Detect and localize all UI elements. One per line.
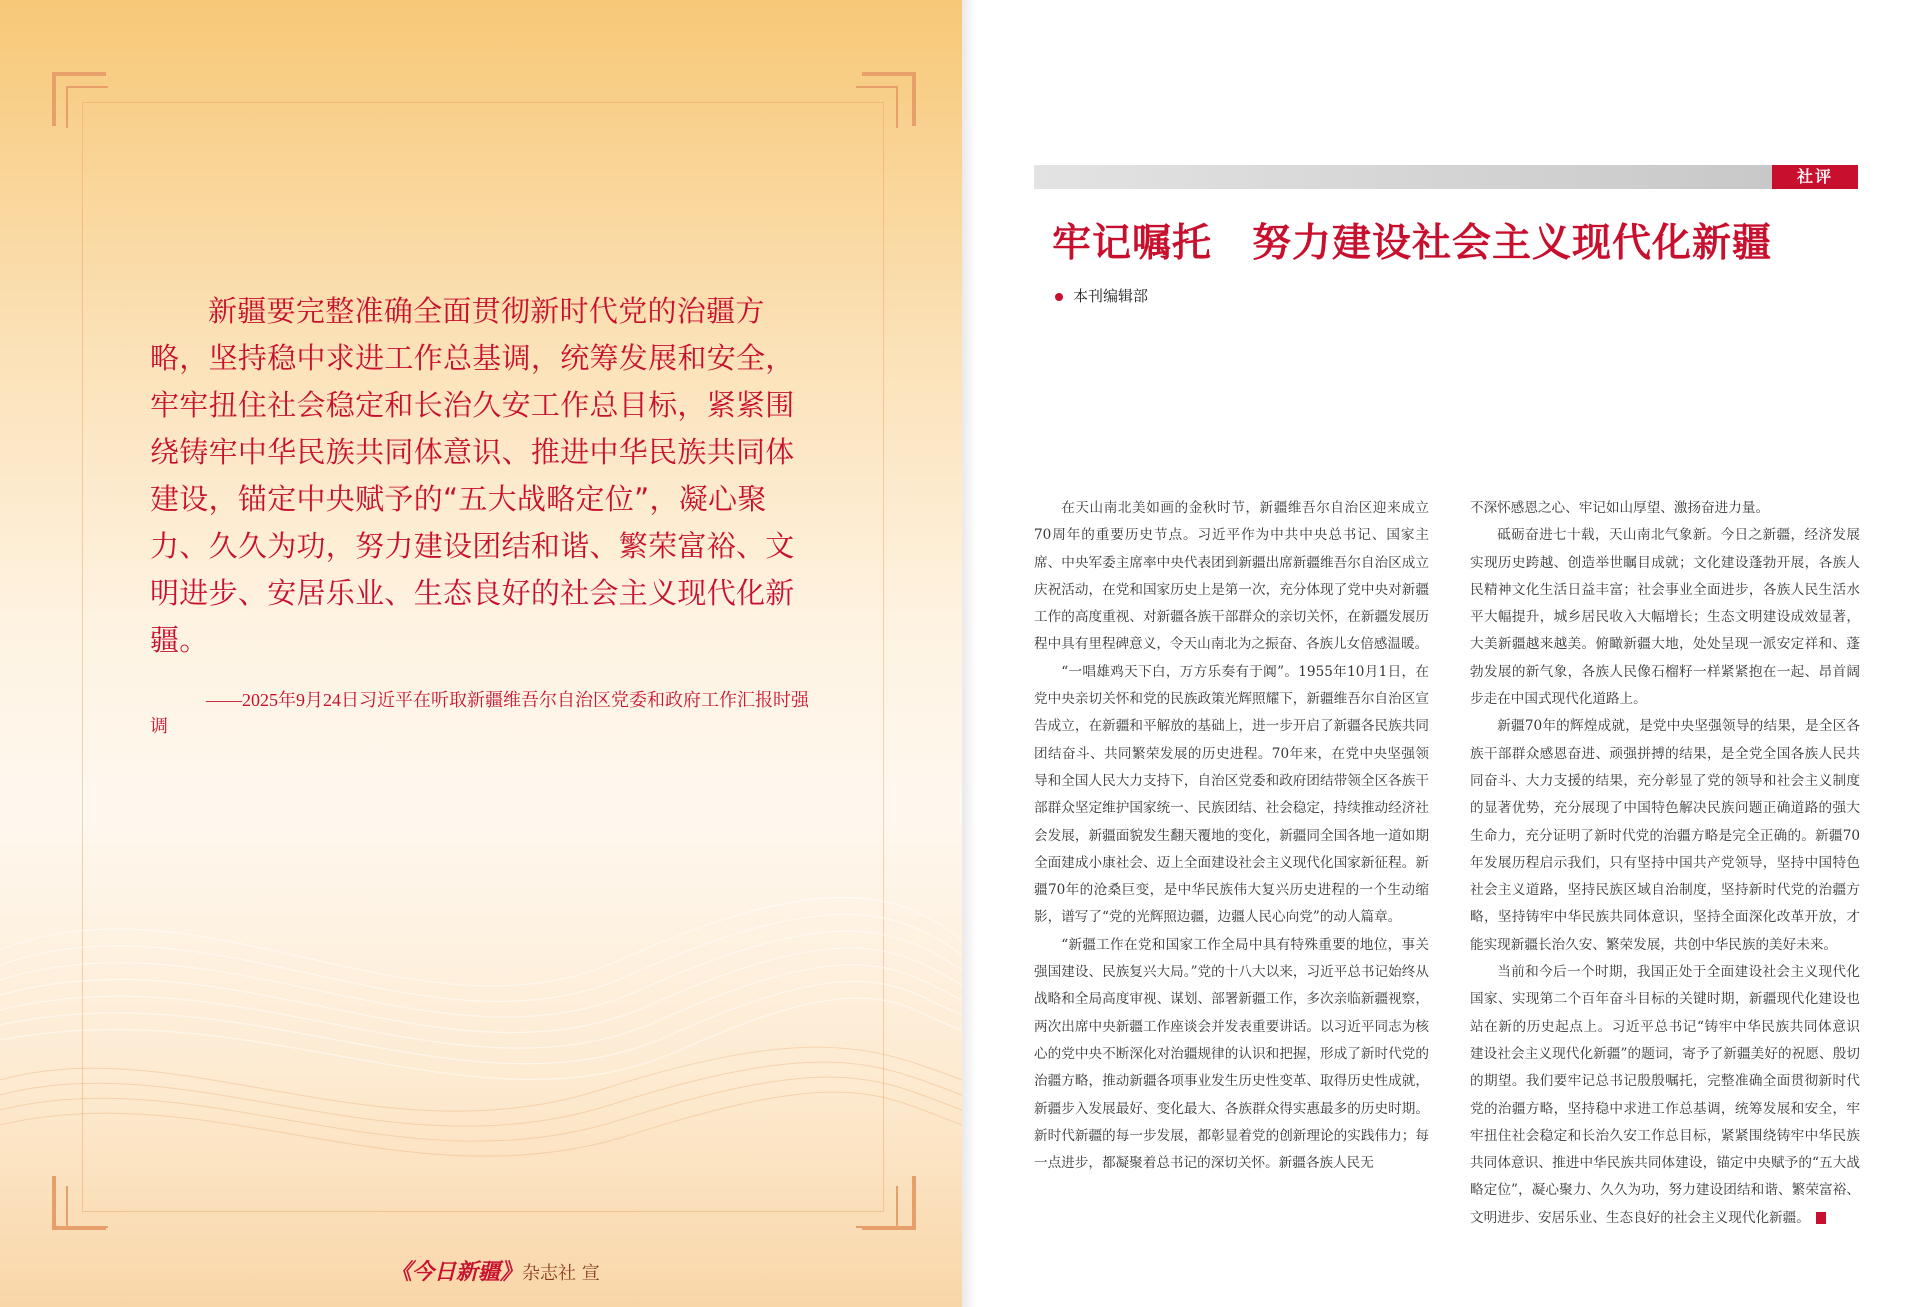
publisher-text: 杂志社 宣 bbox=[522, 1263, 600, 1284]
article-column-left bbox=[1034, 495, 1429, 1177]
end-mark-icon bbox=[1816, 1212, 1826, 1224]
paragraph: 砥砺奋进七十载，天山南北气象新。今日之新疆，经济发展实现历史跨越、创造举世瞩目成就；文化建设蓬勃开展，各族人民精神文化生活日益丰富；社会事业全面进步，各族人民生活水平大幅提升，城乡居民收入大幅增长；生态文明建设成效显著，大美新疆越来越美。俯瞰新疆大地，处处呈现一派安定祥和、蓬勃发展的新气象，各族人民像石榴籽一样紧紧抱在一起、昂首阔步走在中国式现代化道路上。 bbox=[1470, 527, 1860, 708]
byline bbox=[1055, 285, 1148, 306]
paragraph: “新疆工作在党和国家工作全局中具有特殊重要的地位，事关强国建设、民族复兴大局。”党的十八大以来，习近平总书记始终从战略和全局高度审视、谋划、部署新疆工作，多次亲临新疆视察，两次出席中央新疆工作座谈会并发表重要讲话。以习近平同志为核心的党中央不断深化对治疆规律的认识和把握，形成了新时代党的治疆方略，推动新疆各项事业发生历史性变革、取得历史性成就，新疆步入发展最好、变化最大、各族群众得实惠最多的历史时期。新时代新疆的每一步发展，都彰显着党的创新理论的实践伟力；每一点进步，都凝聚着总书记的深切关怀。新疆各族人民无 bbox=[1034, 936, 1429, 1172]
frame-corner-top-right-inner bbox=[856, 86, 898, 128]
paragraph: 在天山南北美如画的金秋时节，新疆维吾尔自治区迎来成立70周年的重要历史节点。习近平作为中共中央总书记、国家主席、中央军委主席率中央代表团到新疆出席新疆维吾尔自治区成立庆祝活动，在党和国家历史上是第一次，充分体现了党中央对新疆工作的高度重视、对新疆各族干部群众的亲切关怀，在新疆发展历程中具有里程碑意义，令天山南北为之振奋、各族儿女倍感温暖。 bbox=[1034, 500, 1429, 653]
article-column-right bbox=[1470, 495, 1860, 1232]
bullet-dot-icon bbox=[1055, 293, 1063, 301]
byline-text: 本刊编辑部 bbox=[1073, 287, 1149, 305]
paragraph: 新疆70年的辉煌成就，是党中央坚强领导的结果，是全区各族干部群众感恩奋进、顽强拼搏的结果，是全党全国各族人民共同奋斗、大力支援的结果，充分彰显了党的领导和社会主义制度的显著优势，充分展现了中国特色解决民族问题正确道路的强大生命力，充分证明了新时代党的治疆方略是完全正确的。新疆70年发展历程启示我们，只有坚持中国共产党领导，坚持中国特色社会主义道路，坚持民族区域自治制度，坚持新时代党的治疆方略，坚持铸牢中华民族共同体意识，坚持全面深化改革开放，才能实现新疆长治久安、繁荣发展，共创中华民族的美好未来。 bbox=[1470, 718, 1860, 953]
paragraph-text: 当前和今后一个时期，我国正处于全面建设社会主义现代化国家、实现第二个百年奋斗目标的关键时期，新疆现代化建设也站在新的历史起点上。习近平总书记“铸牢中华民族共同体意识 建设社会主义现代化新疆”的题词，寄予了新疆美好的祝愿、殷切的期望。我们要牢记总书记殷殷嘱托，完整准确全面贯彻新时代党的治疆方略，坚持稳中求进工作总基调，统筹发展和安全，牢牢扭住社会稳定和长治久安工作总目标，紧紧围绕铸牢中华民族共同体意识、推进中华民族共同体建设，锚定中央赋予的“五大战略定位”，凝心聚力、久久为功，努力建设团结和谐、繁荣富裕、文明进步、安居乐业、生态良好的社会主义现代化新疆。 bbox=[1470, 964, 1860, 1226]
header-bar bbox=[1034, 165, 1780, 189]
section-tag: 社评 bbox=[1772, 165, 1858, 189]
frame-corner-top-left-inner bbox=[66, 86, 108, 128]
magazine-logo: 《今日新疆》 bbox=[390, 1259, 523, 1285]
paragraph: “一唱雄鸡天下白，万方乐奏有于阗”。1955年10月1日，在党中央亲切关怀和党的民族政策光辉照耀下，新疆维吾尔自治区宣告成立，在新疆和平解放的基础上，进一步开启了新疆各民族共同团结奋斗、共同繁荣发展的历史进程。70年来，在党中央坚强领导和全国人民大力支持下，自治区党委和政府团结带领全区各族干部群众坚定维护国家统一、民族团结、社会稳定，持续推动经济社会发展，新疆面貌发生翻天覆地的变化，新疆同全国各地一道如期全面建成小康社会、迈上全面建设社会主义现代化国家新征程。新疆70年的沧桑巨变，是中华民族伟大复兴历史进程的一个生动缩影，谱写了“党的光辉照边疆，边疆人民心向党”的动人篇章。 bbox=[1034, 663, 1429, 926]
paragraph-continued: 不深怀感恩之心、牢记如山厚望、激扬奋进力量。 bbox=[1470, 500, 1770, 516]
paragraph-last bbox=[1470, 959, 1860, 1232]
quote-text: 新疆要完整准确全面贯彻新时代党的治疆方略，坚持稳中求进工作总基调，统筹发展和安全，牢牢扭住社会稳定和长治久安工作总目标，紧紧围绕铸牢中华民族共同体意识、推进中华民族共同体建设，锚定中央赋予的“五大战略定位”，凝心聚力、久久为功，努力建设团结和谐、繁荣富裕、文明进步、安居乐业、生态良好的社会主义现代化新疆。 bbox=[150, 294, 795, 657]
article-title: 牢记嘱托 努力建设社会主义现代化新疆 bbox=[1052, 221, 1773, 266]
quote-source: ——2025年9月24日习近平在听取新疆维吾尔自治区党委和政府工作汇报时强调 bbox=[150, 690, 809, 736]
magazine-footer bbox=[390, 1255, 600, 1286]
decorative-waves bbox=[0, 830, 962, 1250]
page-spine bbox=[962, 0, 976, 1307]
